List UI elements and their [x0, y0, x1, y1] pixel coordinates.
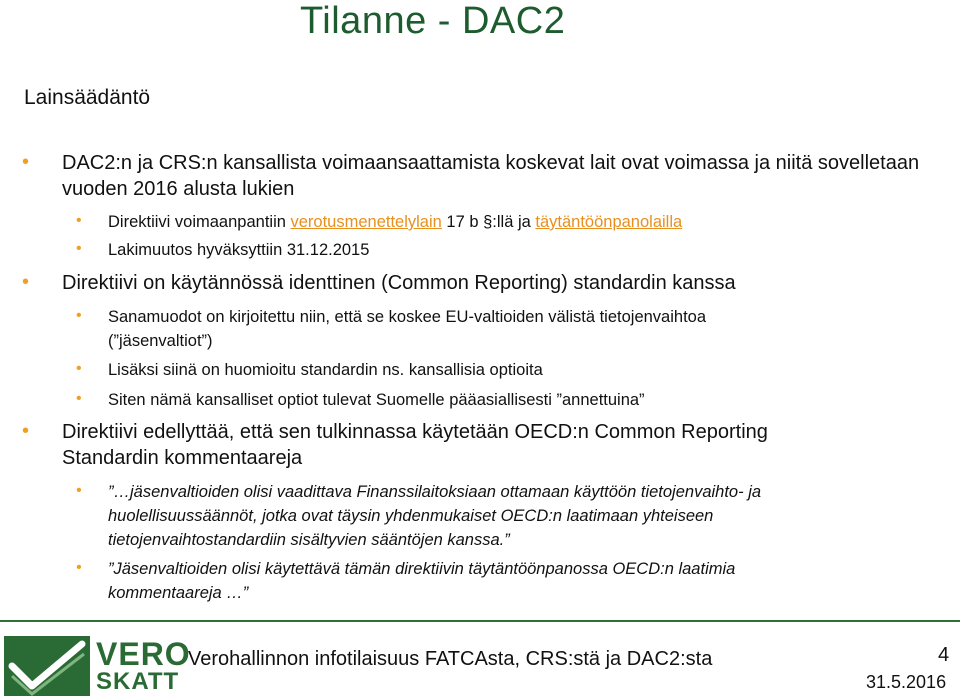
list-item-text: Direktiivi on käytännössä identtinen (Common Reporting) standardin kanssa	[62, 272, 736, 294]
list-item-text: Direktiivi edellyttää, että sen tulkinnassa käytetään OECD:n Common Reporting	[62, 421, 768, 443]
bullet-icon: •	[76, 212, 82, 229]
list-item-text: Direktiivi voimaanpantiin	[108, 213, 291, 231]
list-item-text: Lisäksi siinä on huomioitu standardin ns. kansallisia optioita	[108, 361, 543, 379]
bullet-icon: •	[76, 240, 82, 257]
law-link[interactable]: täytäntöönpanolailla	[535, 213, 683, 231]
list-item-text: Lakimuutos hyväksyttiin 31.12.2015	[108, 241, 370, 259]
quote-text: ”Jäsenvaltioiden olisi käytettävä tämän direktiivin täytäntöönpanossa OECD:n laatimia	[108, 560, 736, 578]
list-item	[76, 305, 707, 353]
bullet-icon: •	[76, 360, 82, 377]
list-item	[76, 210, 683, 234]
bullet-icon: •	[76, 390, 82, 407]
list-item	[76, 388, 645, 412]
bullet-icon: •	[22, 271, 30, 293]
list-item	[76, 358, 543, 382]
list-item-text: 17 b §:llä ja	[441, 213, 536, 231]
checkmark-emblem-icon	[4, 636, 90, 696]
list-item	[22, 270, 736, 296]
list-item-text: Sanamuodot on kirjoitettu niin, että se koskee EU-valtioiden välistä tietojenvaihtoa	[108, 308, 707, 326]
bullet-icon: •	[76, 307, 82, 324]
list-item-text: (”jäsenvaltiot”)	[108, 332, 213, 350]
logo-text: SKATT	[96, 668, 180, 695]
bullet-icon: •	[76, 482, 82, 499]
quote-text: tietojenvaihtostandardiin sisältyvien sääntöjen kanssa.”	[108, 531, 510, 549]
list-item	[22, 150, 922, 202]
law-link[interactable]: verotusmenettelylain	[290, 213, 442, 231]
section-heading: Lainsäädäntö	[24, 86, 151, 109]
quote-text: huolellisuussäännöt, jotka ovat täysin yhdenmukaiset OECD:n laatimaan yhteiseen	[108, 507, 714, 525]
bullet-icon: •	[22, 420, 30, 442]
footer-caption: Verohallinnon infotilaisuus FATCAsta, CRS:stä ja DAC2:sta	[188, 648, 713, 670]
logo-text: VERO	[96, 636, 191, 672]
footer-divider	[0, 620, 960, 622]
list-item	[22, 419, 768, 471]
list-item-text: Standardin kommentaareja	[62, 447, 303, 469]
vero-skatt-logo	[4, 636, 191, 696]
quote-text: ”…jäsenvaltioiden olisi vaadittava Finanssilaitoksiaan ottamaan käyttöön tietojenvaihto- ja	[108, 483, 762, 501]
page-number: 4	[938, 644, 950, 666]
list-item-text: Siten nämä kansalliset optiot tulevat Suomelle pääasiallisesti ”annettuina”	[108, 391, 645, 409]
list-item	[76, 480, 762, 552]
list-item-text: DAC2:n ja CRS:n kansallista voimaansaattamista koskevat lait ovat voimassa ja niitä sovelletaan vuoden 2016 alusta lukien	[62, 152, 920, 200]
list-item	[76, 557, 736, 605]
page-title: Tilanne - DAC2	[300, 0, 566, 42]
list-item	[76, 238, 370, 262]
bullet-icon: •	[22, 151, 30, 173]
quote-text: kommentaareja …”	[108, 584, 249, 602]
footer-date: 31.5.2016	[866, 672, 947, 692]
bullet-icon: •	[76, 559, 82, 576]
